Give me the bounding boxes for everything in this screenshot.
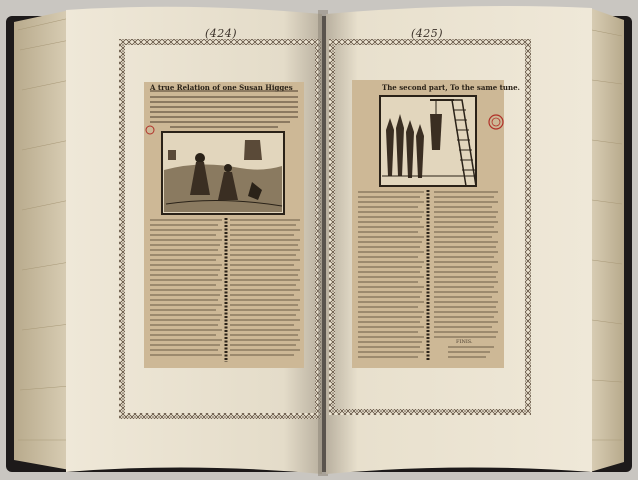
right-ballad-title: The second part, To the same tune.: [382, 83, 520, 92]
right-woodcut: [380, 96, 476, 186]
right-page: [326, 6, 592, 474]
left-page: [66, 7, 322, 474]
left-ballad-title: A true Relation of one Susan Higges: [150, 83, 293, 92]
left-folio-number: (424): [205, 27, 238, 40]
left-woodcut: [162, 132, 284, 214]
right-page-edges: [590, 8, 624, 472]
right-folio-number: (425): [411, 27, 444, 40]
left-page-edges: [14, 10, 70, 470]
right-colophon: FINIS.: [456, 339, 473, 345]
